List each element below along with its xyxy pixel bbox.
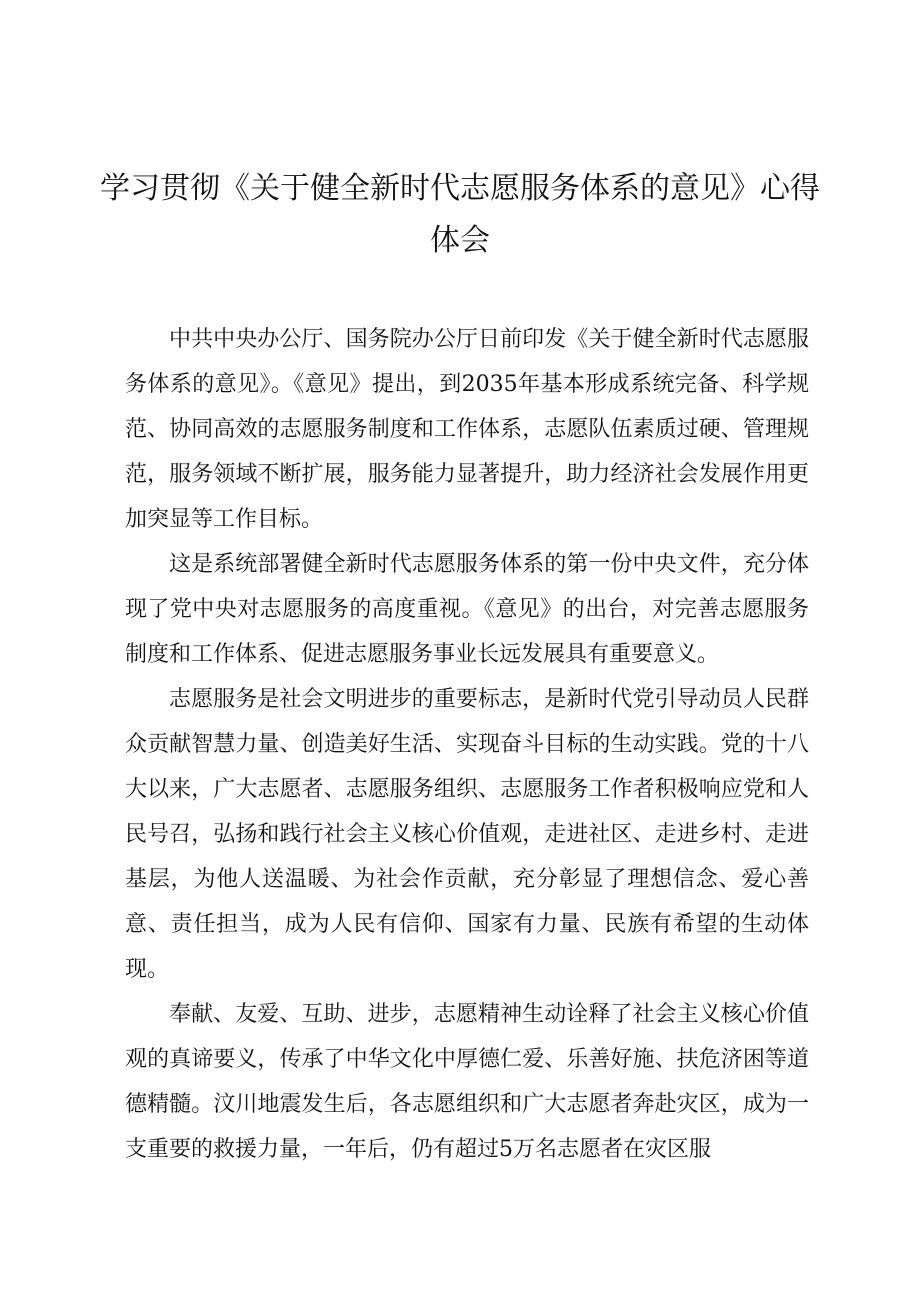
document-title [100, 163, 820, 267]
title-line-1: 学习贯彻《关于健全新时代志愿服务体系的意见》心得 [100, 171, 820, 206]
paragraph-4: 奉献、友爱、互助、进步，志愿精神生动诠释了社会主义核心价值观的真谛要义，传承了中华文化中厚德仁爱、乐善好施、扶危济困等道德精髓。汶川地震发生后，各志愿组织和广大志愿者奔赴灾区，成为一支重要的救援力量，一年后，仍有超过5万名志愿者在灾区服 [125, 1002, 809, 1162]
title-line-2: 体会 [430, 223, 490, 258]
paragraph-2: 这是系统部署健全新时代志愿服务体系的第一份中央文件，充分体现了党中央对志愿服务的高度重视。《意见》的出台，对完善志愿服务制度和工作体系、促进志愿服务事业长远发展具有重要意义。 [125, 552, 809, 667]
paragraph-3: 志愿服务是社会文明进步的重要标志，是新时代党引导动员人民群众贡献智慧力量、创造美好生活、实现奋斗目标的生动实践。党的十八大以来，广大志愿者、志愿服务组织、志愿服务工作者积极响应党和人民号召，弘扬和践行社会主义核心价值观，走进社区、走进乡村、走进基层，为他人送温暖、为社会作贡献，充分彰显了理想信念、爱心善意、责任担当，成为人民有信仰、国家有力量、民族有希望的生动体现。 [125, 687, 809, 982]
paragraph-1: 中共中央办公厅、国务院办公厅日前印发《关于健全新时代志愿服务体系的意见》。《意见》提出，到2035年基本形成系统完备、科学规范、协同高效的志愿服务制度和工作体系，志愿队伍素质过硬、管理规范，服务领域不断扩展，服务能力显著提升，助力经济社会发展作用更加突显等工作目标。 [125, 327, 809, 532]
document-body [125, 317, 809, 1172]
